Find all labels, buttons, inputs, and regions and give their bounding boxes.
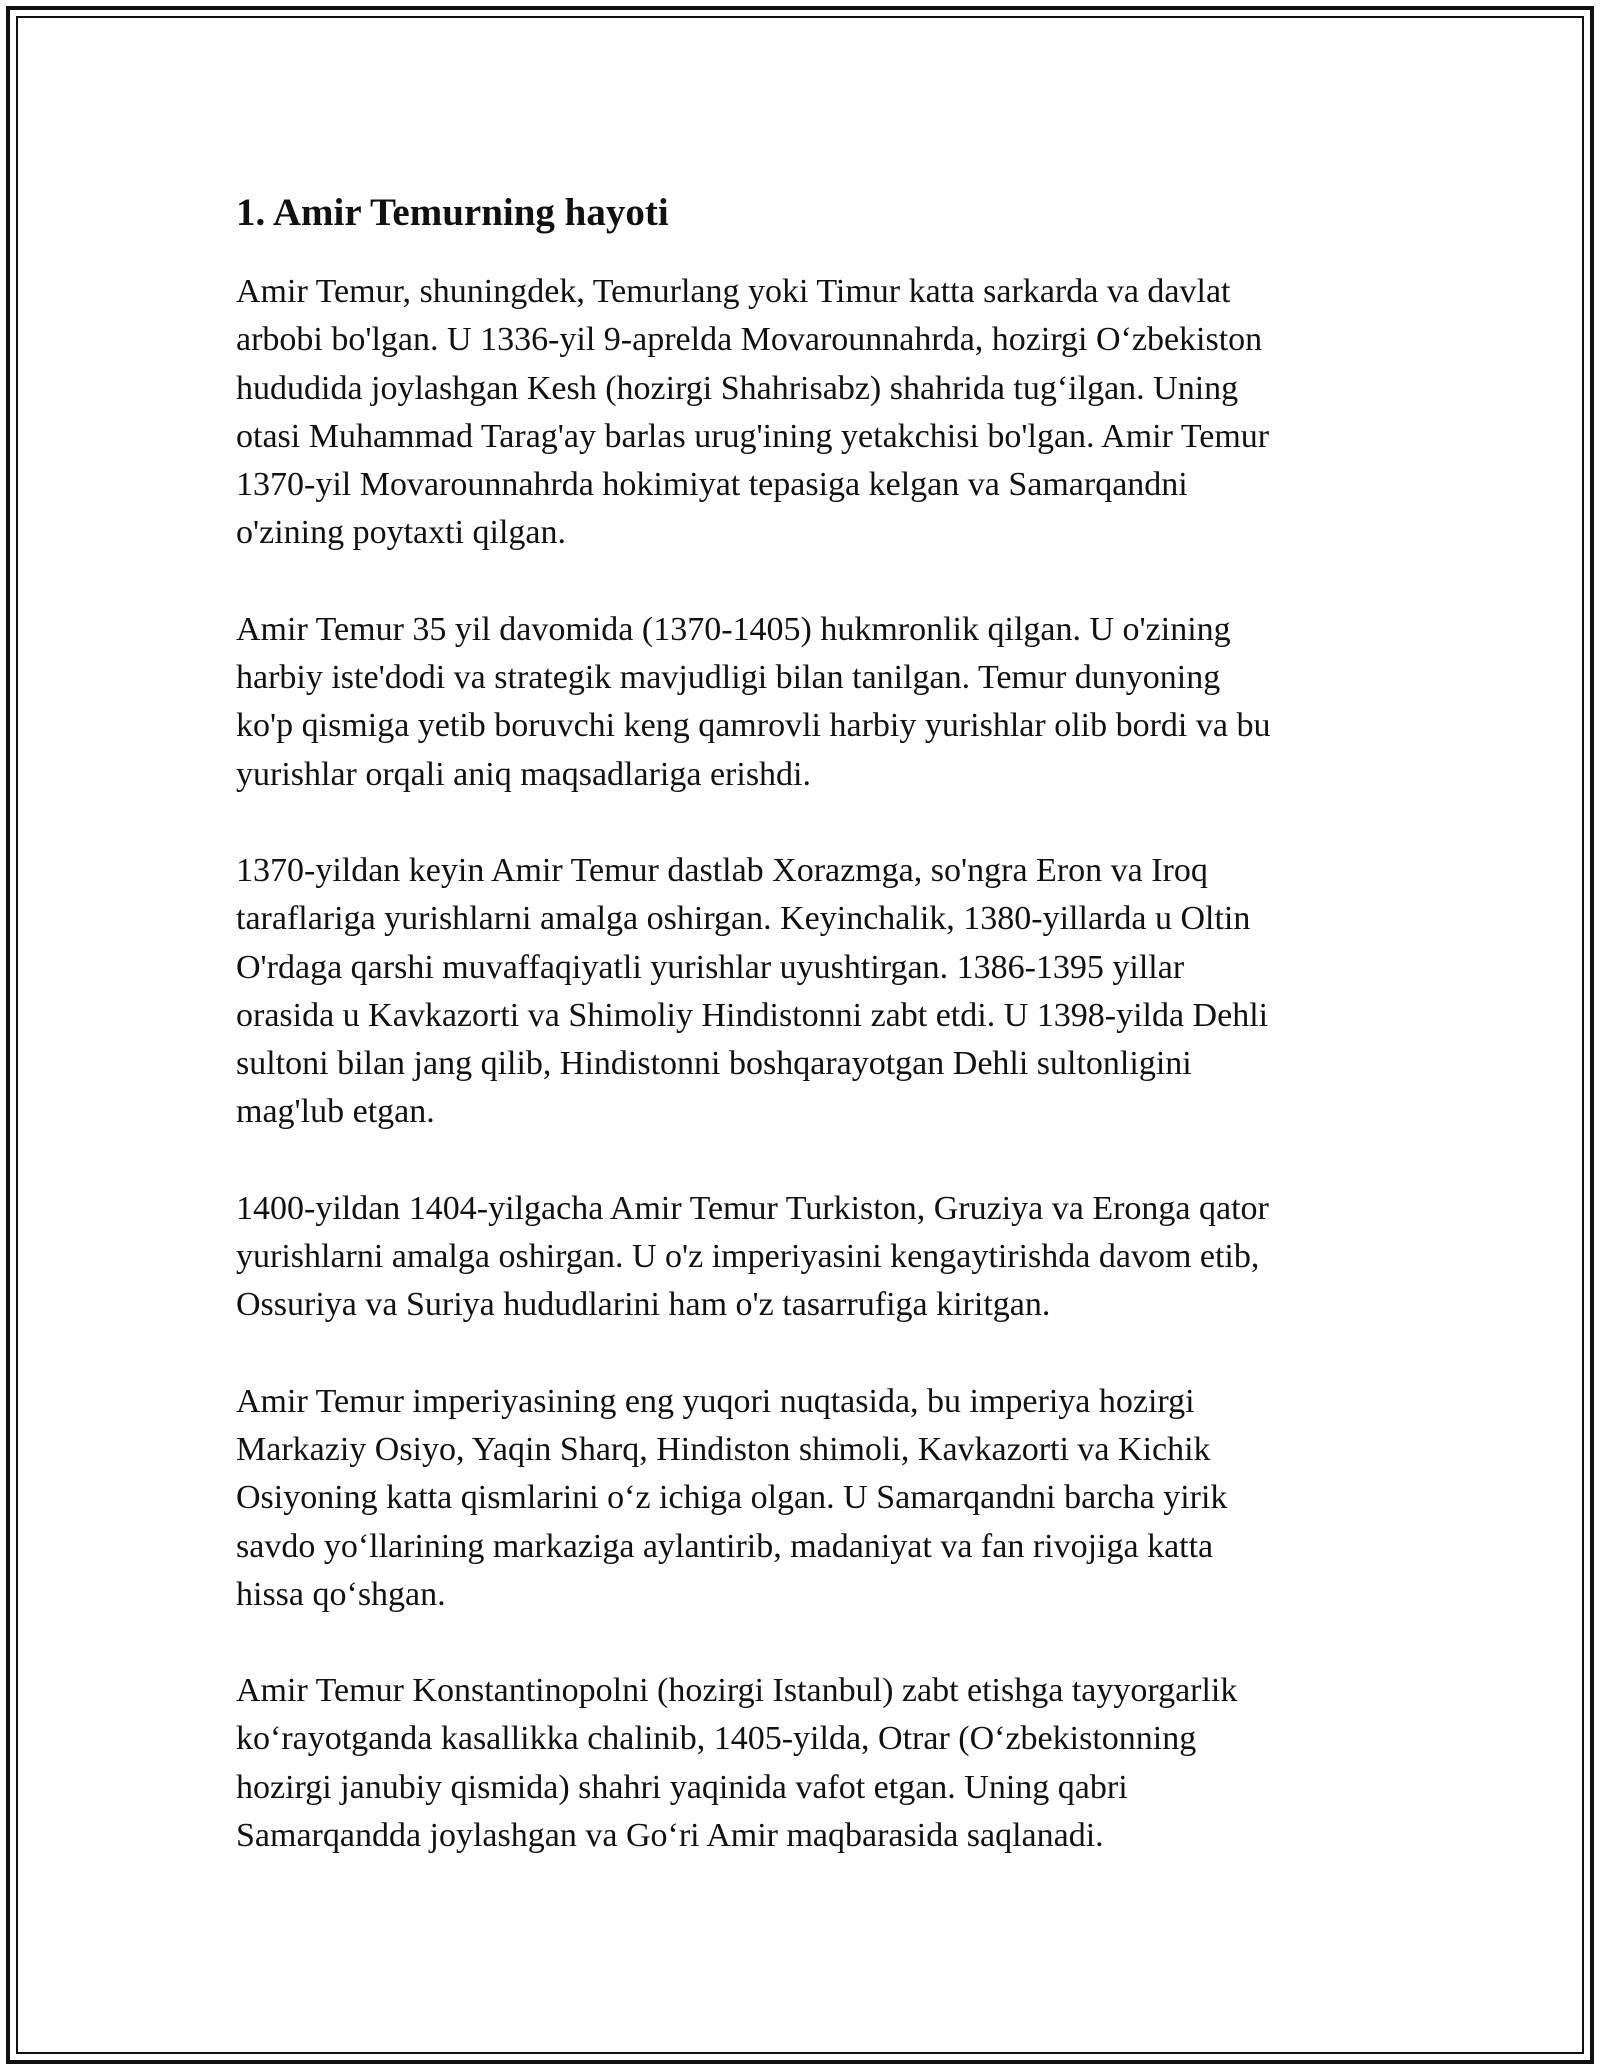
paragraph-birth: Amir Temur, shuningdek, Temurlang yoki Timur katta sarkarda va davlat arbobi bo'lgan. U 1336-yil 9-aprelda Movarounnahrda, hozirgi O‘zbekiston hududida joylashgan Kesh (hozirgi Shahrisabz) shahrida tug‘ilgan. Uning otasi Muhammad Tarag'ay barlas urug'ining yetakchisi bo'lgan. Amir Temur 1370-yil Movarounnahrda hokimiyat tepasiga kelgan va Samarqandni o'zining poytaxti qilgan.	[236, 273, 1270, 552]
paragraph-death: Amir Temur Konstantinopolni (hozirgi Istanbul) zabt etishga tayyorgarlik ko‘rayotganda kasallikka chalinib, 1405-yilda, Otrar (O‘zbekistonning hozirgi janubiy qismida) shahri yaqinida vafot etgan. Uning qabri Samarqandda joylashgan va Go‘ri Amir maqbarasida saqlanadi.	[236, 1672, 1238, 1855]
paragraph-campaigns: 1370-yildan keyin Amir Temur dastlab Xorazmga, so'ngra Eron va Iroq taraflariga yurishlarni amalga oshirgan. Keyinchalik, 1380-yillarda u Oltin O'rdaga qarshi muvaffaqiyatli yurishlar uyushtirgan. 1386-1395 yillar orasida u Kavkazorti va Shimoliy Hindistonni zabt etdi. U 1398-yilda Dehli sultoni bilan jang qilib, Hindistonni boshqarayotgan Dehli sultonligini mag'lub etgan.	[236, 851, 1269, 1131]
document-body	[236, 188, 1376, 1908]
paragraph-reign: Amir Temur 35 yil davomida (1370-1405) hukmronlik qilgan. U o'zining harbiy iste'dodi va strategik mavjudligi bilan tanilgan. Temur dunyoning ko'p qismiga yetib boruvchi keng qamrovli harbiy yurishlar olib bordi va bu yurishlar orqali aniq maqsadlariga erishdi.	[236, 610, 1271, 793]
paragraph-empire: Amir Temur imperiyasining eng yuqori nuqtasida, bu imperiya hozirgi Markaziy Osiyo, Yaqin Sharq, Hindiston shimoli, Kavkazorti va Kichik Osiyoning katta qismlarini o‘z ichiga olgan. U Samarqandni barcha yirik savdo yo‘llarining markaziga aylantirib, madaniyat va fan rivojiga katta hissa qo‘shgan.	[236, 1382, 1228, 1613]
section-heading: 1. Amir Temurning hayoti	[236, 191, 669, 234]
paragraph-later-campaigns: 1400-yildan 1404-yilgacha Amir Temur Turkiston, Gruziya va Eronga qator yurishlarni amalga oshirgan. U o'z imperiyasini kengaytirishda davom etib, Ossuriya va Suriya hududlarini ham o'z tasarrufiga kiritgan.	[236, 1189, 1269, 1324]
